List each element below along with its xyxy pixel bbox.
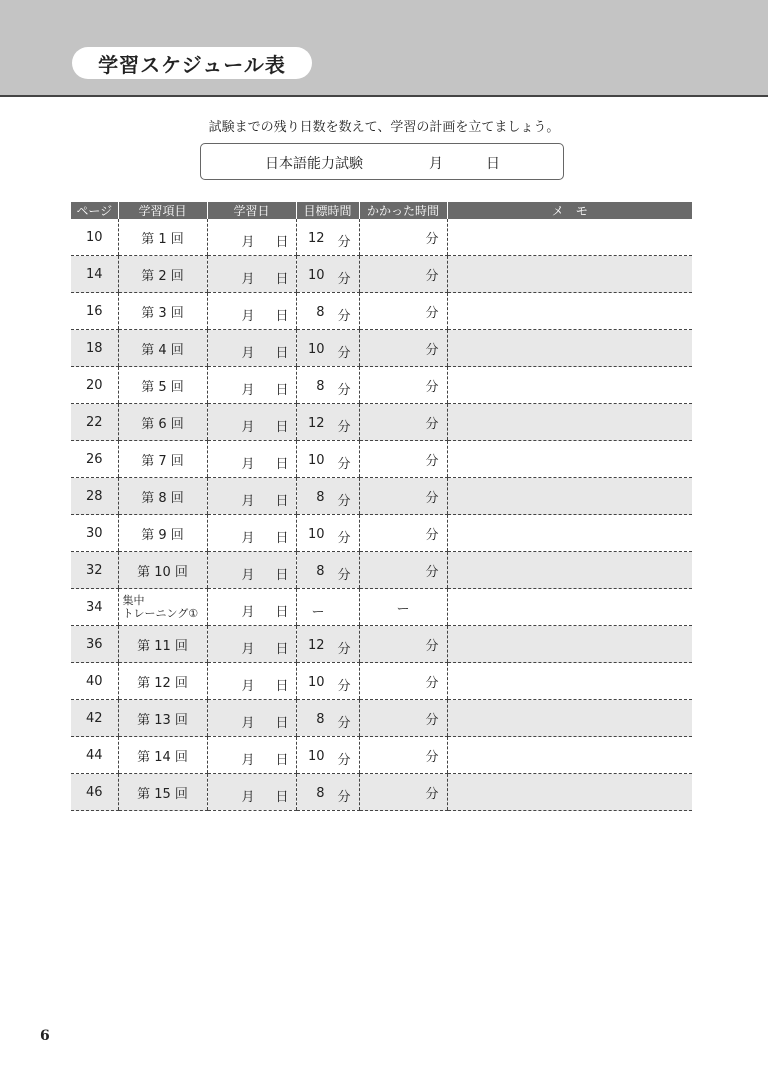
- item-cell: 第 1 回: [118, 219, 207, 256]
- month-label: 月: [241, 457, 255, 472]
- memo-cell[interactable]: [447, 441, 692, 478]
- header-target-time: 目標時間: [296, 202, 359, 219]
- item-label: 集中: [122, 594, 145, 607]
- day-label: 日: [275, 568, 289, 583]
- item-cell: 第 13 回: [118, 700, 207, 737]
- item-cell: 第 11 回: [118, 626, 207, 663]
- target-unit: 分: [337, 346, 351, 361]
- target-value: 10: [307, 342, 325, 357]
- item-cell: 第 6 回: [118, 404, 207, 441]
- intro-text: 試験までの残り日数を数えて、学習の計画を立てましょう。: [208, 120, 560, 135]
- item-cell: 第 15 回: [118, 774, 207, 811]
- time-taken-cell[interactable]: 分: [359, 256, 447, 293]
- month-label: 月: [241, 568, 255, 583]
- page-cell: 32: [71, 552, 118, 589]
- page-cell: 30: [71, 515, 118, 552]
- day-label: 日: [275, 309, 289, 324]
- memo-cell[interactable]: [447, 737, 692, 774]
- study-date-cell[interactable]: [207, 293, 296, 330]
- table-row: [71, 219, 692, 256]
- page-cell: 14: [71, 256, 118, 293]
- target-value: 8: [316, 786, 325, 801]
- target-time-cell: [296, 404, 359, 441]
- study-date-cell[interactable]: [207, 700, 296, 737]
- memo-cell[interactable]: [447, 774, 692, 811]
- target-unit: 分: [337, 420, 351, 435]
- page-cell: 36: [71, 626, 118, 663]
- target-value: 10: [307, 527, 325, 542]
- month-label: 月: [241, 605, 255, 620]
- day-label: 日: [275, 420, 289, 435]
- memo-cell[interactable]: [447, 219, 692, 256]
- month-label: 月: [241, 346, 255, 361]
- target-value: 10: [307, 675, 325, 690]
- table-header-row: [71, 202, 692, 219]
- study-date-cell[interactable]: [207, 478, 296, 515]
- item-cell: [118, 589, 207, 626]
- month-label: 月: [241, 383, 255, 398]
- page-cell: 26: [71, 441, 118, 478]
- study-date-cell[interactable]: [207, 441, 296, 478]
- item-cell: 第 10 回: [118, 552, 207, 589]
- target-unit: 分: [337, 383, 351, 398]
- study-date-cell[interactable]: [207, 552, 296, 589]
- study-date-cell[interactable]: [207, 663, 296, 700]
- target-value: 8: [316, 564, 325, 579]
- table-row: [71, 737, 692, 774]
- target-unit: 分: [337, 679, 351, 694]
- day-label: 日: [275, 494, 289, 509]
- target-time-cell: [296, 663, 359, 700]
- study-date-cell[interactable]: [207, 330, 296, 367]
- study-date-cell[interactable]: [207, 367, 296, 404]
- item-cell: 第 12 回: [118, 663, 207, 700]
- day-label: 日: [275, 679, 289, 694]
- table-row: [71, 441, 692, 478]
- target-value: 12: [307, 638, 325, 653]
- target-unit: 分: [337, 716, 351, 731]
- page-cell: 34: [71, 589, 118, 626]
- page-cell: 46: [71, 774, 118, 811]
- memo-cell[interactable]: [447, 700, 692, 737]
- target-unit: 分: [337, 494, 351, 509]
- page-title: 学習スケジュール表: [72, 47, 312, 79]
- memo-cell[interactable]: [447, 293, 692, 330]
- day-label: 日: [275, 272, 289, 287]
- table-row: [71, 293, 692, 330]
- page-cell: 20: [71, 367, 118, 404]
- header-memo: メ モ: [447, 202, 692, 219]
- time-taken-cell[interactable]: 分: [359, 774, 447, 811]
- time-taken-cell[interactable]: 分: [359, 441, 447, 478]
- time-taken-cell[interactable]: 分: [359, 663, 447, 700]
- page-cell: 10: [71, 219, 118, 256]
- day-label: 日: [275, 605, 289, 620]
- target-time-cell: [296, 515, 359, 552]
- day-label: 日: [275, 383, 289, 398]
- header-study-date: 学習日: [207, 202, 296, 219]
- exam-day-label: 日: [486, 156, 500, 172]
- page-cell: 28: [71, 478, 118, 515]
- item-cell: 第 4 回: [118, 330, 207, 367]
- time-taken-cell[interactable]: 分: [359, 293, 447, 330]
- page-cell: 40: [71, 663, 118, 700]
- target-time-cell: [296, 367, 359, 404]
- table-row: [71, 404, 692, 441]
- time-taken-cell[interactable]: 分: [359, 367, 447, 404]
- target-value: 8: [316, 305, 325, 320]
- page-cell: 44: [71, 737, 118, 774]
- time-taken-cell[interactable]: 分: [359, 626, 447, 663]
- day-label: 日: [275, 642, 289, 657]
- page-number: 6: [40, 1028, 50, 1044]
- item-cell: 第 5 回: [118, 367, 207, 404]
- schedule-table: [71, 202, 692, 811]
- study-date-cell[interactable]: [207, 626, 296, 663]
- day-label: 日: [275, 753, 289, 768]
- item-cell: 第 2 回: [118, 256, 207, 293]
- month-label: 月: [241, 753, 255, 768]
- memo-cell[interactable]: [447, 663, 692, 700]
- target-unit: 分: [337, 790, 351, 805]
- study-date-cell[interactable]: [207, 404, 296, 441]
- day-label: 日: [275, 346, 289, 361]
- memo-cell[interactable]: [447, 404, 692, 441]
- page-cell: 42: [71, 700, 118, 737]
- target-unit: 分: [337, 235, 351, 250]
- study-date-cell[interactable]: [207, 589, 296, 626]
- target-value: 12: [307, 416, 325, 431]
- target-time-cell: [296, 552, 359, 589]
- page-cell: 18: [71, 330, 118, 367]
- time-taken-cell[interactable]: 分: [359, 219, 447, 256]
- memo-cell[interactable]: [447, 626, 692, 663]
- table-row: [71, 330, 692, 367]
- target-unit: 分: [337, 753, 351, 768]
- month-label: 月: [241, 235, 255, 250]
- time-taken-cell[interactable]: 分: [359, 330, 447, 367]
- month-label: 月: [241, 716, 255, 731]
- target-time-cell: [296, 589, 359, 626]
- target-unit: 分: [337, 309, 351, 324]
- target-unit: 分: [337, 272, 351, 287]
- target-value: 8: [316, 490, 325, 505]
- target-time-cell: [296, 478, 359, 515]
- study-date-cell[interactable]: [207, 774, 296, 811]
- memo-cell[interactable]: [447, 367, 692, 404]
- memo-cell[interactable]: [447, 478, 692, 515]
- table-row: [71, 774, 692, 811]
- target-value: 8: [316, 712, 325, 727]
- page-cell: 22: [71, 404, 118, 441]
- target-unit: 分: [337, 457, 351, 472]
- exam-name: 日本語能力試験: [265, 156, 363, 172]
- day-label: 日: [275, 235, 289, 250]
- target-time-cell: [296, 256, 359, 293]
- time-taken-cell[interactable]: ー: [359, 589, 447, 626]
- time-taken-cell[interactable]: 分: [359, 700, 447, 737]
- time-taken-cell[interactable]: 分: [359, 478, 447, 515]
- target-value: 8: [316, 379, 325, 394]
- month-label: 月: [241, 309, 255, 324]
- table-row: [71, 589, 692, 626]
- table-row: [71, 478, 692, 515]
- exam-date-box: [200, 143, 564, 180]
- target-time-cell: [296, 626, 359, 663]
- month-label: 月: [241, 679, 255, 694]
- memo-cell[interactable]: [447, 330, 692, 367]
- item-label-line2: トレーニング①: [122, 607, 199, 620]
- table-row: [71, 626, 692, 663]
- header-item: 学習項目: [118, 202, 207, 219]
- header-page: ページ: [71, 202, 118, 219]
- table-row: [71, 663, 692, 700]
- target-value: ー: [311, 605, 325, 620]
- page-cell: 16: [71, 293, 118, 330]
- study-date-cell[interactable]: [207, 515, 296, 552]
- target-time-cell: [296, 293, 359, 330]
- target-value: 10: [307, 453, 325, 468]
- target-unit: 分: [337, 642, 351, 657]
- time-taken-cell[interactable]: 分: [359, 515, 447, 552]
- study-date-cell[interactable]: [207, 256, 296, 293]
- target-time-cell: [296, 700, 359, 737]
- day-label: 日: [275, 716, 289, 731]
- header-time-taken: かかった時間: [359, 202, 447, 219]
- target-time-cell: [296, 330, 359, 367]
- day-label: 日: [275, 531, 289, 546]
- memo-cell[interactable]: [447, 256, 692, 293]
- study-date-cell[interactable]: [207, 737, 296, 774]
- target-value: 12: [307, 231, 325, 246]
- target-time-cell: [296, 774, 359, 811]
- item-cell: 第 9 回: [118, 515, 207, 552]
- day-label: 日: [275, 790, 289, 805]
- target-time-cell: [296, 219, 359, 256]
- memo-cell[interactable]: [447, 552, 692, 589]
- target-time-cell: [296, 737, 359, 774]
- table-row: [71, 700, 692, 737]
- table-row: [71, 552, 692, 589]
- target-value: 10: [307, 749, 325, 764]
- item-cell: 第 8 回: [118, 478, 207, 515]
- time-taken-cell[interactable]: 分: [359, 552, 447, 589]
- memo-cell[interactable]: [447, 515, 692, 552]
- time-taken-cell[interactable]: 分: [359, 404, 447, 441]
- item-cell: 第 7 回: [118, 441, 207, 478]
- memo-cell[interactable]: [447, 589, 692, 626]
- month-label: 月: [241, 272, 255, 287]
- time-taken-cell[interactable]: 分: [359, 737, 447, 774]
- exam-month-label: 月: [429, 156, 443, 172]
- table-row: [71, 515, 692, 552]
- item-cell: 第 3 回: [118, 293, 207, 330]
- target-value: 10: [307, 268, 325, 283]
- target-unit: 分: [337, 568, 351, 583]
- table-row: [71, 367, 692, 404]
- study-date-cell[interactable]: [207, 219, 296, 256]
- month-label: 月: [241, 494, 255, 509]
- month-label: 月: [241, 420, 255, 435]
- header-band: [0, 0, 768, 97]
- item-cell: 第 14 回: [118, 737, 207, 774]
- target-time-cell: [296, 441, 359, 478]
- month-label: 月: [241, 790, 255, 805]
- table-row: [71, 256, 692, 293]
- day-label: 日: [275, 457, 289, 472]
- target-unit: 分: [337, 531, 351, 546]
- month-label: 月: [241, 642, 255, 657]
- month-label: 月: [241, 531, 255, 546]
